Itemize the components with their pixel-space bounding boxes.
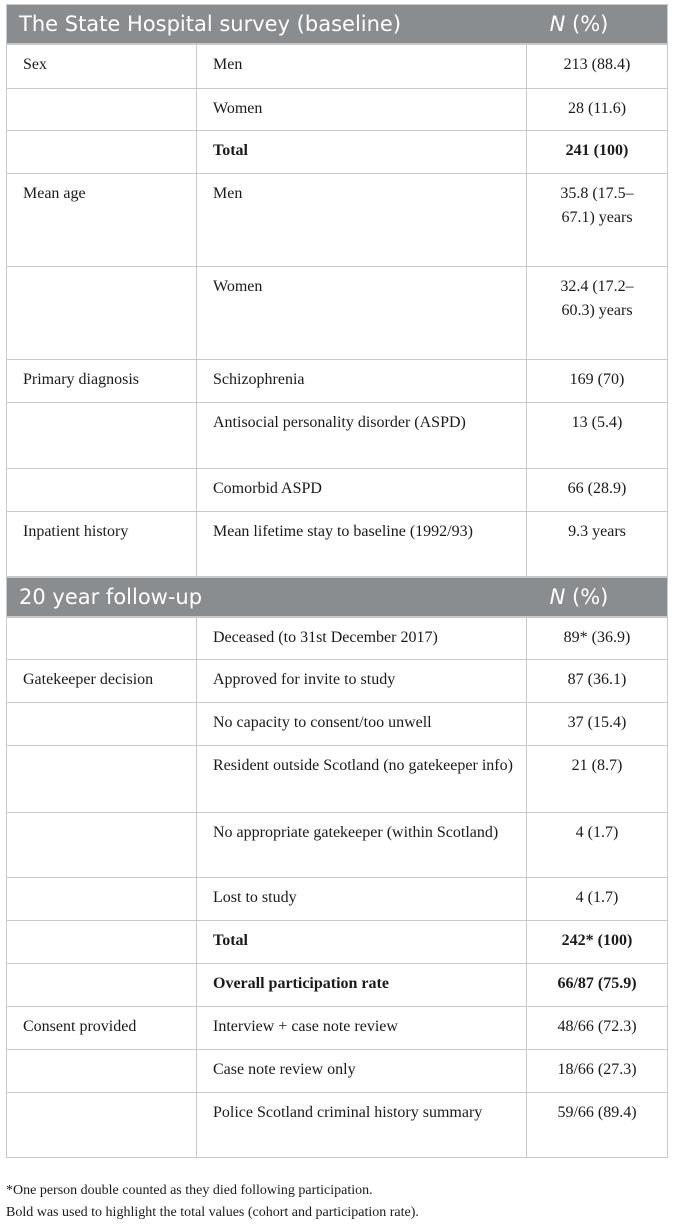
row-item: Overall participation rate [197,964,527,1006]
row-value: 18/66 (27.3) [557,1061,637,1078]
table-row [6,964,668,1007]
row-category [7,746,197,812]
row-value: 37 (15.4) [567,714,627,731]
followup-n-header: N (%) [549,585,609,609]
data-table [6,4,668,1158]
table-row [6,403,668,469]
row-item: No capacity to consent/too unwell [197,703,527,745]
row-value: 9.3 years [568,523,626,540]
row-item: No appropriate gatekeeper (within Scotland) [197,813,527,877]
row-category: Mean age [7,174,197,266]
row-value: 241 (100) [565,142,629,159]
row-item: Antisocial personality disorder (ASPD) [197,403,527,468]
row-category: Primary diagnosis [7,360,197,402]
row-category [7,878,197,920]
followup-section-title: 20 year follow-up [19,585,203,609]
row-value: 4 (1.7) [575,824,619,841]
table-footnotes [6,1180,668,1224]
baseline-section-header [6,4,668,44]
footnote-bold: Bold was used to highlight the total values (cohort and participation rate). [6,1205,419,1220]
table-row [6,703,668,746]
table-row [6,746,668,813]
row-item: Lost to study [197,878,527,920]
row-item: Schizophrenia [197,360,527,402]
row-category: Gatekeeper decision [7,660,197,702]
table-row [6,813,668,878]
row-category: Sex [7,45,197,88]
row-category [7,921,197,963]
row-category [7,89,197,130]
row-category [7,403,197,468]
table-row [6,89,668,131]
row-value: 169 (70) [569,371,625,388]
row-value: 89* (36.9) [563,629,631,646]
row-item: Men [197,45,527,88]
followup-section-header [6,577,668,617]
row-item: Case note review only [197,1050,527,1092]
table-row [6,1050,668,1093]
row-category [7,703,197,745]
row-item: Mean lifetime stay to baseline (1992/93) [197,512,527,576]
row-value: 28 (11.6) [567,100,627,117]
footnote-asterisk: *One person double counted as they died following participation. [6,1183,373,1198]
row-item: Resident outside Scotland (no gatekeeper info) [197,746,527,812]
row-category: Consent provided [7,1007,197,1049]
table-row [6,1093,668,1158]
row-item: Men [197,174,527,266]
row-item: Total [197,921,527,963]
row-value: 59/66 (89.4) [557,1104,637,1121]
row-value: 4 (1.7) [575,889,619,906]
row-item: Women [197,89,527,130]
row-value: 66/87 (75.9) [557,975,637,992]
row-item: Total [197,131,527,173]
row-item: Women [197,267,527,359]
row-value: 13 (5.4) [571,414,623,431]
table-row [6,921,668,964]
table-row [6,878,668,921]
table-row [6,512,668,577]
row-category [7,267,197,359]
table-row [6,267,668,360]
row-value: 32.4 (17.2–60.3) years [560,278,634,319]
row-value: 242* (100) [561,932,633,949]
row-category [7,1050,197,1092]
table-row [6,174,668,267]
row-category [7,618,197,659]
table-row [6,660,668,703]
table-row [6,360,668,403]
table-row [6,1007,668,1050]
row-item: Comorbid ASPD [197,469,527,511]
row-category [7,964,197,1006]
row-value: 87 (36.1) [567,671,627,688]
baseline-section-title: The State Hospital survey (baseline) [19,12,402,36]
row-category: Inpatient history [7,512,197,576]
baseline-n-header: N (%) [549,12,609,36]
row-value: 35.8 (17.5–67.1) years [560,185,634,226]
row-value: 213 (88.4) [563,56,631,73]
table-row [6,131,668,174]
row-item: Approved for invite to study [197,660,527,702]
row-category [7,469,197,511]
row-category [7,813,197,877]
row-item: Interview + case note review [197,1007,527,1049]
row-category [7,1093,197,1157]
row-item: Deceased (to 31st December 2017) [197,618,527,659]
row-category [7,131,197,173]
table-row [6,44,668,89]
table-row [6,617,668,660]
row-item: Police Scotland criminal history summary [197,1093,527,1157]
table-row [6,469,668,512]
row-value: 21 (8.7) [571,757,623,774]
row-value: 66 (28.9) [567,480,627,497]
row-value: 48/66 (72.3) [557,1018,637,1035]
